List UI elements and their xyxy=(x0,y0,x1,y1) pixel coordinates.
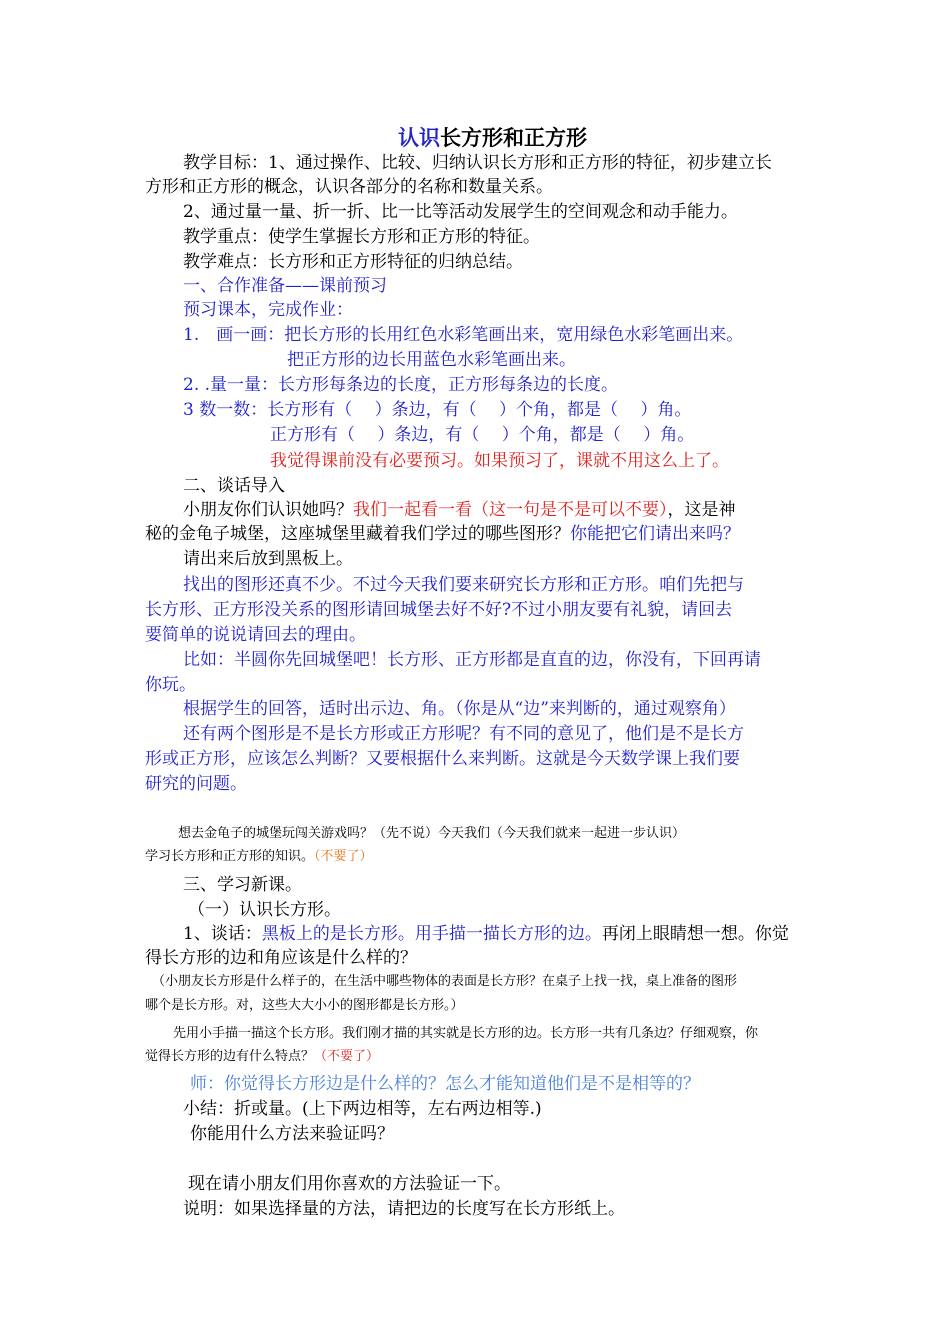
measure-note: 说明：如果选择量的方法，请把边的长度写在长方形纸上。 xyxy=(183,1199,625,1219)
key-point-line: 教学重点：使学生掌握长方形和正方形的特征。 xyxy=(183,227,540,247)
intro-line-5: 长方形、正方形没关系的图形请回城堡去好不好?不过小朋友要有礼貌，请回去 xyxy=(145,600,733,620)
intro-line-11: 形或正方形，应该怎么判断？又要根据什么来判断。这就是今天数学课上我们要 xyxy=(145,749,740,769)
intro-line-1-c: ，这是神 xyxy=(667,500,736,520)
talk-line-2: 得长方形的边和角应该是什么样的？ xyxy=(145,948,417,968)
intro-line-6: 要简单的说说请回去的理由。 xyxy=(145,625,366,645)
aside-line-3: 先用小手描一描这个长方形。我们刚才描的其实就是长方形的边。长方形一共有几条边？仔细观察，你 xyxy=(173,1026,759,1041)
intro-line-10: 还有两个图形是不是长方形或正方形呢？有不同的意见了，他们是不是长方 xyxy=(183,724,744,744)
intro-line-9: 根据学生的回答，适时出示边、角。（你是从“边”来判断的，通过观察角） xyxy=(183,699,736,719)
intro-line-7: 比如：半圆你先回城堡吧！长方形、正方形都是直直的边，你没有，下回再请 xyxy=(183,650,761,670)
intro-line-1-a: 小朋友你们认识她吗？ xyxy=(183,500,353,520)
page-title xyxy=(398,124,587,152)
preview-task-3b: 正方形有（ ）条边，有（ ）个角，都是（ ）角。 xyxy=(270,425,695,445)
section-3-heading: 三、学习新课。 xyxy=(183,875,302,895)
intro-line-8: 你玩。 xyxy=(145,675,196,695)
preview-task-1: 1. 画一画：把长方形的长用红色水彩笔画出来，宽用绿色水彩笔画出来。 xyxy=(183,325,744,345)
game-note-line-2-a: 学习长方形和正方形的知识。 xyxy=(145,849,315,864)
title-part-2: 长方形和正方形 xyxy=(440,125,587,150)
intro-line-4: 找出的图形还真不少。不过今天我们要来研究长方形和正方形。咱们先把与 xyxy=(183,575,744,595)
teacher-comment-preview: 我觉得课前没有必要预习。如果预习了，课就不用这么上了。 xyxy=(270,451,729,471)
game-note-line-1: 想去金龟子的城堡玩闯关游戏吗？（先不说）今天我们（今天我们就来一起进一步认识） xyxy=(178,826,686,841)
talk-line-1-b: 黑板上的是长方形。用手描一描长方形的边。 xyxy=(261,924,602,944)
talk-line-1 xyxy=(183,922,789,946)
game-note-line-2-b: （不要了） xyxy=(314,849,373,864)
aside-line-4-a: 觉得长方形的边有什么特点？ xyxy=(145,1049,315,1064)
preview-task-1b: 把正方形的边长用蓝色水彩笔画出来。 xyxy=(287,350,576,370)
intro-line-3: 请出来后放到黑板上。 xyxy=(183,549,353,569)
intro-line-1 xyxy=(183,498,736,522)
talk-line-1-c: 再闭上眼睛想一想。你觉 xyxy=(601,924,789,944)
aside-line-4 xyxy=(145,1047,379,1067)
intro-line-2-a: 秘的金龟子城堡，这座城堡里藏着我们学过的哪些图形？ xyxy=(145,524,570,544)
title-part-1: 认识 xyxy=(398,125,440,150)
objective-line-3: 2、通过量一量、折一折、比一比等活动发展学生的空间观念和动手能力。 xyxy=(183,202,738,222)
aside-line-2: 哪个是长方形。对，这些大大小小的图形都是长方形。） xyxy=(145,998,464,1013)
objective-line-1: 教学目标：1、通过操作、比较、归纳认识长方形和正方形的特征，初步建立长 xyxy=(183,153,772,173)
subsection-rectangle: （一）认识长方形。 xyxy=(188,900,341,920)
aside-line-4-b: （不要了） xyxy=(314,1049,380,1064)
section-2-heading: 二、谈话导入 xyxy=(183,476,285,496)
summary-line: 小结：折或量。(上下两边相等，左右两边相等.) xyxy=(183,1099,542,1119)
game-note-line-2 xyxy=(145,847,373,867)
preview-task-3: 3 数一数：长方形有（ ）条边，有（ ）个角，都是（ ）角。 xyxy=(183,400,692,420)
difficult-point-line: 教学难点：长方形和正方形特征的归纳总结。 xyxy=(183,252,523,272)
aside-line-1: （小朋友长方形是什么样子的，在生活中哪些物体的表面是长方形？在桌子上找一找，桌上准备的图形 xyxy=(152,974,738,989)
intro-line-2-b: 你能把它们请出来吗？ xyxy=(570,524,740,544)
teacher-question: 师：你觉得长方形边是什么样的？怎么才能知道他们是不是相等的？ xyxy=(190,1074,700,1094)
talk-line-1-a: 1、谈话： xyxy=(183,924,262,944)
verify-instruction: 现在请小朋友们用你喜欢的方法验证一下。 xyxy=(188,1174,511,1194)
intro-line-2 xyxy=(145,522,740,546)
intro-line-1-b: 我们一起看一看（这一句是不是可以不要） xyxy=(353,500,668,520)
intro-line-12: 研究的问题。 xyxy=(145,774,247,794)
preview-task-2: 2. .量一量：长方形每条边的长度，正方形每条边的长度。 xyxy=(183,375,619,395)
preview-intro: 预习课本，完成作业： xyxy=(183,300,353,320)
section-1-heading: 一、合作准备——课前预习 xyxy=(183,276,387,296)
verify-question: 你能用什么方法来验证吗？ xyxy=(190,1124,394,1144)
objective-line-2: 方形和正方形的概念，认识各部分的名称和数量关系。 xyxy=(145,177,553,197)
